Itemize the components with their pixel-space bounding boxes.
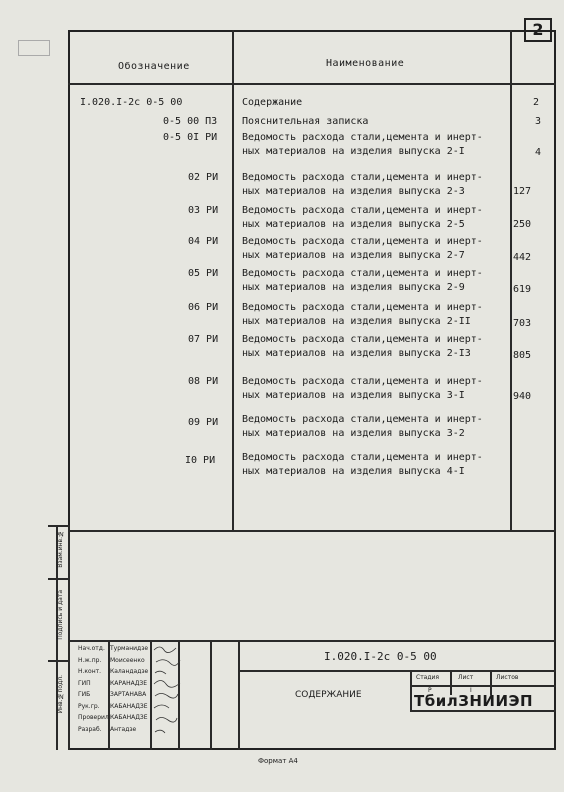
role-cell: Н.ж.пр. [78, 657, 102, 664]
doc-title: СОДЕРЖАНИЕ [295, 690, 362, 700]
row-name-cont: ных материалов на изделия выпуска 3-2 [242, 428, 465, 439]
tb-mid [238, 670, 556, 672]
row-designation: 06 РИ [188, 302, 219, 313]
side-strip-top [48, 525, 68, 527]
header-divider [68, 83, 556, 85]
doc-code: I.020.I-2с 0-5 00 [324, 650, 437, 663]
tb-pc4 [210, 640, 212, 750]
row-name-cont: ных материалов на изделия выпуска 4-I [242, 466, 465, 477]
side-strip-right [68, 525, 70, 750]
row-name: Ведомость расхода стали,цемента и инерт- [242, 452, 483, 463]
sheet-label: Лист [458, 674, 474, 681]
row-name-cont: ных материалов на изделия выпуска 2-7 [242, 250, 465, 261]
row-designation: 02 РИ [188, 172, 219, 183]
row-name: Ведомость расхода стали,цемента и инерт- [242, 268, 483, 279]
row-sheet: 940 [513, 391, 532, 402]
row-sheet: 805 [513, 350, 532, 361]
row-designation: 09 РИ [188, 417, 219, 428]
role-cell: Н.конт. [78, 668, 102, 675]
sheet-value: I [470, 687, 472, 694]
name-header: Наименование [326, 58, 405, 69]
side-label-replace: Взам.инв.№ [57, 530, 64, 568]
row-designation: 08 РИ [188, 376, 219, 387]
row-sheet: 3 [535, 116, 542, 127]
sheets-label: Листов [496, 674, 519, 681]
side-strip-div2 [48, 660, 68, 662]
table-bottom-line [68, 530, 556, 532]
row-name-cont: ных материалов на изделия выпуска 3-I [242, 390, 465, 401]
row-name: Ведомость расхода стали,цемента и инерт- [242, 334, 483, 345]
row-name-cont: ных материалов на изделия выпуска 2-5 [242, 219, 465, 230]
row-name: Пояснительная записка [242, 116, 369, 127]
row-name-cont: ных материалов на изделия выпуска 2-3 [242, 186, 465, 197]
row-name: Ведомость расхода стали,цемента и инерт- [242, 302, 483, 313]
role-cell: Разраб. [78, 726, 102, 733]
name-cell: ЗАРТАНАВА [110, 691, 147, 698]
row-name-cont: ных материалов на изделия выпуска 2-I3 [242, 348, 471, 359]
name-cell: КАРАНАДЗЕ [110, 680, 148, 687]
role-cell: ГИП [78, 680, 91, 687]
row-sheet: 703 [513, 318, 532, 329]
row-name-cont: ных материалов на изделия выпуска 2-I [242, 146, 465, 157]
name-cell: Антадзе [110, 726, 137, 733]
side-label-inv: Инв.№подл. [57, 675, 64, 714]
designation-header: Обозначение [118, 61, 190, 72]
role-cell: Нач.отд. [78, 645, 105, 652]
column-divider-1 [232, 30, 234, 530]
row-name: Ведомость расхода стали,цемента и инерт- [242, 172, 483, 183]
role-cell: Проверил [78, 714, 109, 721]
row-designation: 07 РИ [188, 334, 219, 345]
row-name: Ведомость расхода стали,цемента и инерт- [242, 376, 483, 387]
name-cell: КАБАНАДЗЕ [110, 703, 148, 710]
role-cell: ГИБ [78, 691, 91, 698]
row-sheet: 127 [513, 186, 532, 197]
side-label-sign: Подпись и дата [57, 590, 64, 640]
row-designation: 03 РИ [188, 205, 219, 216]
row-sheet: 250 [513, 219, 532, 230]
name-cell: Турманидзе [110, 645, 149, 652]
name-cell: Каландадзе [110, 668, 149, 675]
column-divider-2 [510, 30, 512, 530]
row-name: Ведомость расхода стали,цемента и инерт- [242, 205, 483, 216]
organization-stamp: ТбилЗНИИЭП [414, 692, 534, 710]
row-name: Ведомость расхода стали,цемента и инерт- [242, 414, 483, 425]
row-designation: 0-5 00 ПЗ [163, 116, 218, 127]
row-designation: I.020.I-2с 0-5 00 [80, 97, 183, 108]
row-designation: 05 РИ [188, 268, 219, 279]
row-name: Ведомость расхода стали,цемента и инерт- [242, 236, 483, 247]
side-strip-div1 [48, 578, 68, 580]
row-sheet: 2 [533, 97, 540, 108]
name-cell: Моисеенко [110, 657, 145, 664]
tb-org-line [410, 710, 556, 712]
page-number: 2 [524, 18, 552, 42]
row-name-cont: ных материалов на изделия выпуска 2-9 [242, 282, 465, 293]
row-sheet: 4 [535, 147, 542, 158]
row-name-cont: ных материалов на изделия выпуска 2-II [242, 316, 471, 327]
tb-top [68, 640, 556, 642]
row-name: Ведомость расхода стали,цемента и инерт- [242, 132, 483, 143]
row-name: Содержание [242, 97, 303, 108]
signature-marks [152, 642, 208, 742]
format-label: Формат А4 [258, 757, 298, 765]
tb-v1 [238, 640, 240, 750]
role-cell: Рук.гр. [78, 703, 100, 710]
name-cell: КАБАНАДЗЕ [110, 714, 148, 721]
tb-v2 [410, 670, 412, 710]
row-designation: 0-5 0I РИ [163, 132, 218, 143]
row-sheet: 619 [513, 284, 532, 295]
row-sheet: 442 [513, 252, 532, 263]
row-designation: I0 РИ [185, 455, 216, 466]
stage-label: Стадия [416, 674, 440, 681]
stage-value: Р [428, 687, 432, 694]
row-designation: 04 РИ [188, 236, 219, 247]
corner-mark [18, 40, 50, 56]
